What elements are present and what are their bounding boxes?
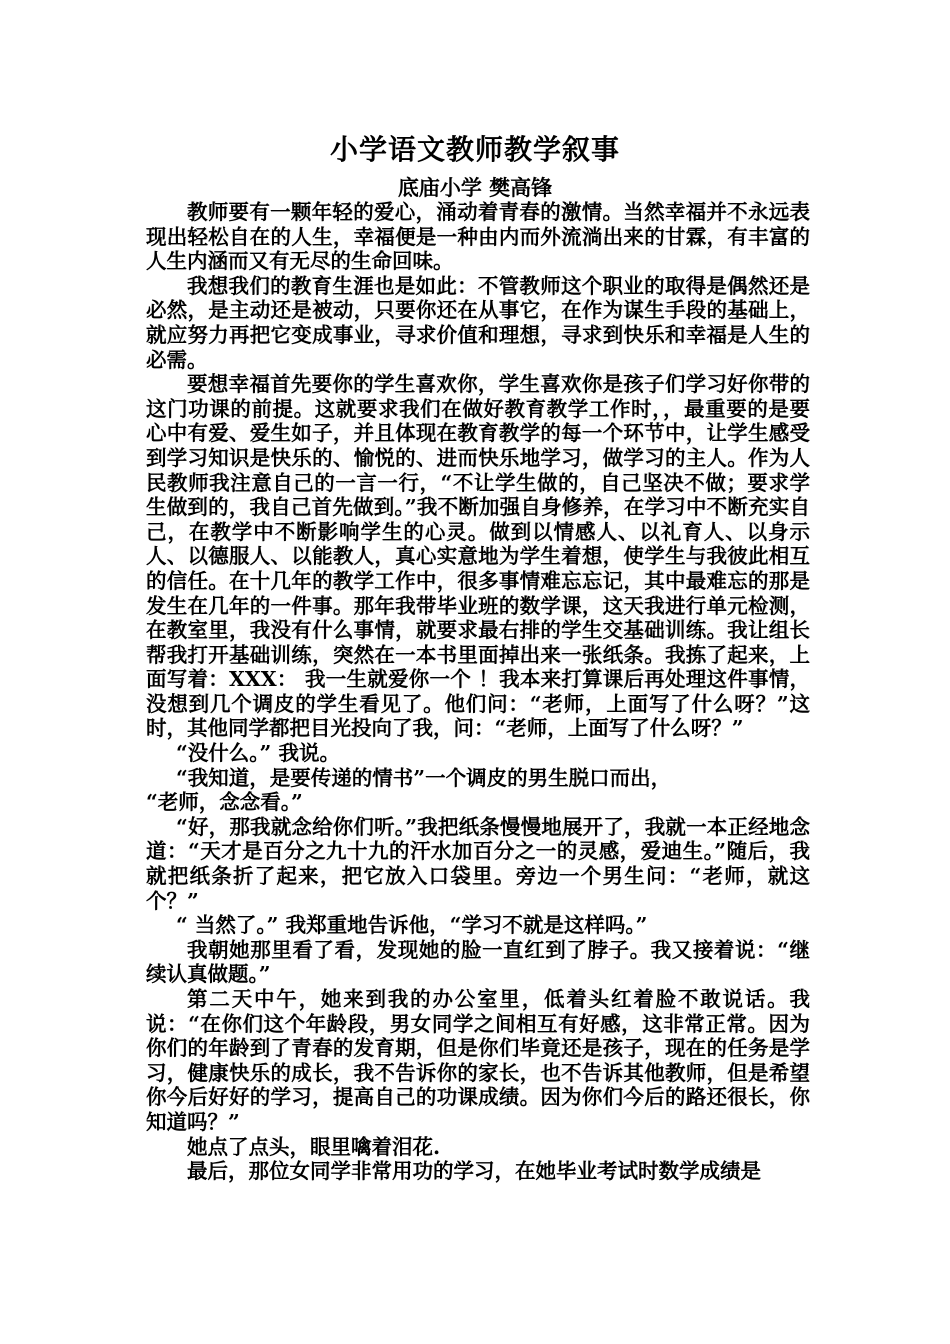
- paragraph: “ 当然了。” 我郑重地告诉他，“学习不就是这样吗。”: [176, 913, 648, 938]
- paragraph: “没什么。” 我说。: [176, 741, 340, 766]
- paragraph: “老师，念念看。”: [146, 790, 303, 815]
- document-body: [146, 200, 810, 1184]
- document-author: 底庙小学 樊高锋: [397, 175, 553, 200]
- document-title: 小学语文教师教学叙事: [329, 133, 620, 166]
- paragraph: “我知道，是要传递的情书”一个调皮的男生脱口而出，: [176, 765, 672, 790]
- paragraph: “好，那我就念给你们听。”我把纸条慢慢地展开了，我就一本正经地念道：“天才是百分之九十九的汗水加百分之一的灵感，爱迪生。”随后，我就把纸条折了起来，把它放入口袋里。旁边一个男生问：“老师，就这个？”: [146, 814, 810, 913]
- paragraph: 要想幸福首先要你的学生喜欢你，学生喜欢你是孩子们学习好你带的这门功课的前提。这就要求我们在做好教育教学工作时，，最重要的是要心中有爱、爱生如子，并且体现在教育教学的每一个环节中，让学生感受到学习知识是快乐的、愉悦的、进而快乐地学习，做学习的主人。作为人民教师我注意自己的一言一行，“不让学生做的，自己坚决不做；要求学生做到的，我自己首先做到。”我不断加强自身修养，在学习中不断充实自己，在教学中不断影响学生的心灵。做到以情感人、以礼育人、以身示人、以德服人、以能教人，真心实意地为学生着想，使学生与我彼此相互的信任。在十几年的教学工作中，很多事情难忘忘记，其中最难忘的那是发生在几年的一件事。那年我带毕业班的数学课，这天我进行单元检测，在教室里，我没有什么事情，就要求最右排的学生交基础训练。我让组长帮我打开基础训练，突然在一本书里面掉出来一张纸条。我拣了起来，上面写着：XXX： 我一生就爱你一个 ！我本来打算课后再处理这件事情，没想到几个调皮的学生看见了。他们问：“老师，上面写了什么呀？”这时，其他同学都把目光投向了我，问：“老师，上面写了什么呀？”: [146, 372, 810, 741]
- paragraph: 最后，那位女同学非常用功的学习，在她毕业考试时数学成绩是: [187, 1159, 761, 1184]
- paragraph: 我想我们的教育生涯也是如此：不管教师这个职业的取得是偶然还是必然，是主动还是被动，只要你还在从事它，在作为谋生手段的基础上，就应努力再把它变成事业，寻求价值和理想，寻求到快乐和幸福是人生的必需。: [146, 273, 810, 372]
- paragraph: 她点了点头，眼里噙着泪花.: [187, 1134, 441, 1159]
- paragraph: 教师要有一颗年轻的爱心，涌动着青春的激情。当然幸福并不永远表现出轻松自在的人生，幸福便是一种由内而外流淌出来的甘霖，有丰富的人生内涵而又有无尽的生命回味。: [146, 200, 810, 274]
- paragraph: 第二天中午，她来到我的办公室里，低着头红着脸不敢说话。我说：“在你们这个年龄段，男女同学之间相互有好感，这非常正常。因为你们的年龄到了青春的发育期，但是你们毕竟还是孩子，现在的任务是学习，健康快乐的成长，我不告诉你的家长，也不告诉其他教师，但是希望你今后好好的学习，提高自己的功课成绩。因为你们今后的路还很长，你知道吗？”: [146, 987, 810, 1134]
- paragraph: 我朝她那里看了看，发现她的脸一直红到了脖子。我又接着说：“继续认真做题。”: [146, 937, 810, 987]
